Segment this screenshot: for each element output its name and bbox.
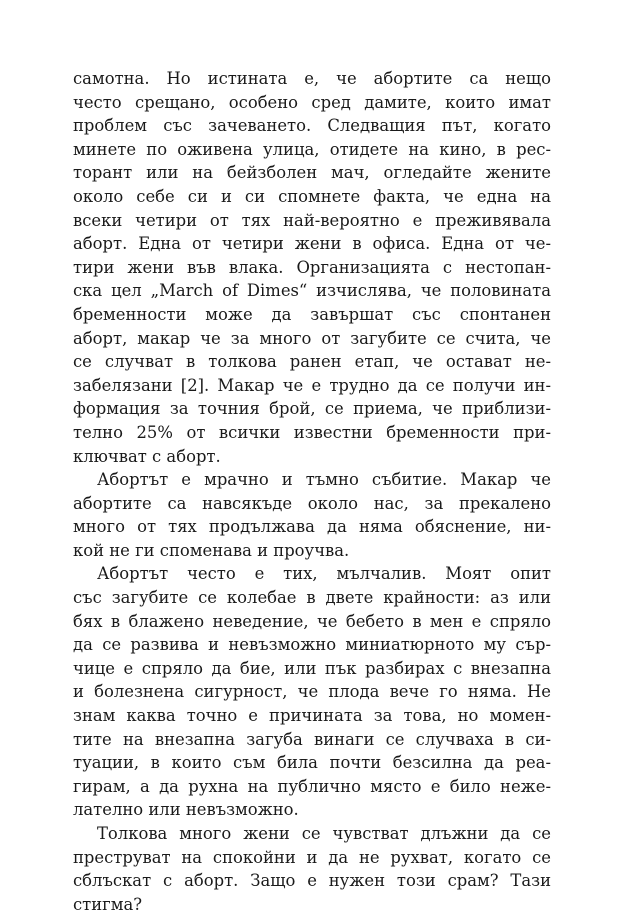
text-line: и болезнена сигурност, че плода вече го няма. Не (73, 682, 551, 702)
text-line: да се развива и невъзможно миниатюрното му сър- (73, 635, 551, 655)
text-line: тири жени във влака. Организацията с нестопан- (73, 257, 551, 277)
text-line: често срещано, особено сред дамите, които имат (73, 92, 551, 112)
text-line: много от тях продължава да няма обяснение, ни- (73, 517, 551, 537)
text-line: аборт. Една от четири жени в офиса. Една от че- (73, 234, 551, 254)
text-line: сблъскат с аборт. Защо е нужен този срам? Тази (73, 871, 551, 891)
text-line: абортите са навсякъде около нас, за прекалено (73, 493, 551, 513)
text-line: проблем със зачеването. Следващия път, когато (73, 116, 551, 136)
text-line: кой не ги споменава и проучва. (73, 540, 350, 560)
text-line: туации, в които съм била почти безсилна да реа- (73, 753, 551, 773)
paragraph-3 (73, 562, 551, 822)
text-line: чице е спряло да бие, или пък разбирах с внезапна (73, 658, 551, 678)
text-line: минете по оживена улица, отидете на кино, в рес- (73, 139, 551, 159)
text-line: всеки четири от тях най-вероятно е преживявала (73, 210, 551, 230)
text-line: преструват на спокойни и да не рухват, когато се (73, 847, 551, 867)
text-line: се случват в толкова ранен етап, че остават не- (73, 352, 551, 372)
text-line: формация за точния брой, се приема, че приблизи- (73, 399, 551, 419)
text-line: забелязани [2]. Макар че е трудно да се получи ин- (73, 375, 551, 395)
text-line: торант или на бейзболен мач, огледайте жените (73, 163, 551, 183)
text-line: знам каква точно е причината за това, но момен- (73, 706, 551, 726)
text-line: ска цел „March of Dimes“ изчислява, че половината (73, 281, 551, 301)
text-line: гирам, а да рухна на публично място е било неже- (73, 776, 551, 796)
text-line: ключват с аборт. (73, 446, 221, 466)
text-line: около себе си и си спомнете факта, че една на (73, 186, 551, 206)
text-line: бях в блажено неведение, че бебето в мен е спряло (73, 611, 551, 631)
paragraph-2 (73, 468, 551, 562)
text-line: тите на внезапна загуба винаги се случваха в си- (73, 729, 551, 749)
text-line: лателно или невъзможно. (73, 800, 299, 820)
text-line: самотна. Но истината е, че абортите са нещо (73, 69, 551, 88)
paragraph-1 (73, 67, 551, 468)
text-line: Абортът е мрачно и тъмно събитие. Макар че (97, 470, 551, 490)
page-body (73, 67, 551, 916)
paragraph-4 (73, 822, 551, 916)
text-line: аборт, макар че за много от загубите се счита, че (73, 328, 551, 348)
text-line: Толкова много жени се чувстват длъжни да се (97, 824, 551, 843)
text-line: Абортът често е тих, мълчалив. Моят опит (97, 564, 551, 584)
text-line: стигма? (73, 894, 143, 914)
text-line: бременности може да завършат със спонтанен (73, 304, 551, 324)
text-line: телно 25% от всички известни бременности при- (73, 422, 551, 442)
text-line: със загубите се колебае в двете крайности: аз или (73, 588, 551, 608)
